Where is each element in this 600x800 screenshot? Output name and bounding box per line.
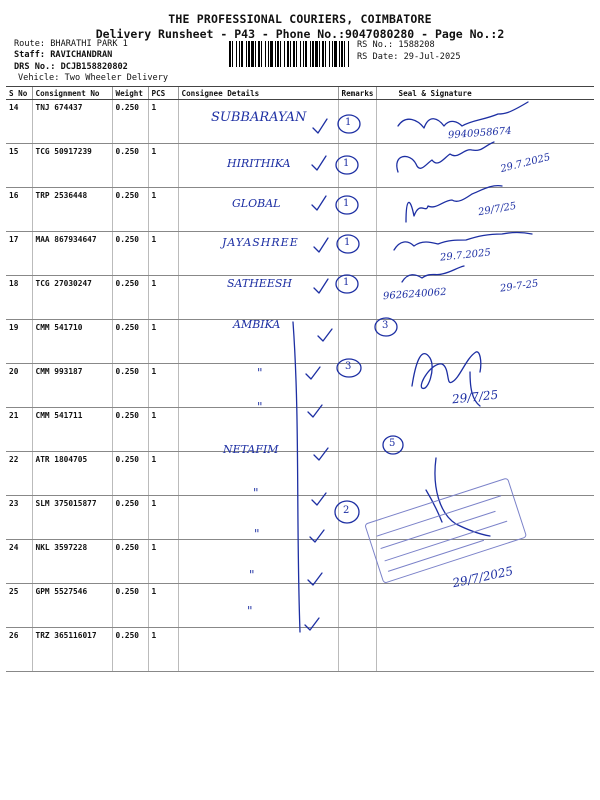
remark-number: 5 [389,438,396,449]
barcode-bar [334,41,337,67]
barcode-bar [315,41,318,67]
col-consignee: Consignee Details [178,87,338,100]
cell-weight: 0.250 [112,364,148,408]
cell-consignee [178,540,338,584]
barcode-bar [287,41,289,67]
cell-consignment: TNJ 674437 [32,100,112,144]
barcode-bar [236,41,237,67]
cell-consignment: NKL 3597228 [32,540,112,584]
cell-weight: 0.250 [112,144,148,188]
handwritten-ditto: " [257,400,263,414]
barcode-bar [290,41,291,67]
rs-date-value: 29-Jul-2025 [403,52,461,62]
remark-number: 1 [343,158,350,169]
col-consignment: Consignment No [32,87,112,100]
barcode-bar [332,41,333,67]
barcode-bar [303,41,304,67]
barcode-bar [296,41,297,67]
barcode-bar [239,41,240,67]
drs-line [14,62,128,73]
rs-no-label: RS No.: [357,40,394,50]
vehicle-line [18,73,168,84]
barcode-bar [232,41,233,67]
cell-pcs: 1 [148,496,178,540]
cell-remarks [338,540,376,584]
cell-weight: 0.250 [112,584,148,628]
cell-sno: 15 [6,144,32,188]
col-signature: Seal & Signature [376,87,594,100]
route-value: BHARATHI PARK 1 [50,39,128,49]
cell-pcs: 1 [148,364,178,408]
cell-sno: 20 [6,364,32,408]
remark-number: 1 [344,237,351,248]
signature-date: 29.7.2025 [499,152,552,175]
signature-date: 29/7/25 [451,387,499,407]
runsheet-title: Delivery Runsheet - P43 - Phone No.:9047080280 - Page No.:2 [95,27,505,41]
cell-pcs: 1 [148,188,178,232]
barcode-bar [348,41,349,67]
barcode-bar [312,41,314,67]
cell-sno: 14 [6,100,32,144]
cell-sno: 17 [6,232,32,276]
handwritten-consignee: HIRITHIKA [227,157,291,170]
cell-consignment: GPM 5527546 [32,584,112,628]
barcode-bar [275,41,276,67]
cell-sno: 24 [6,540,32,584]
cell-weight: 0.250 [112,540,148,584]
cell-sno: 25 [6,584,32,628]
cell-consignment: CMM 541710 [32,320,112,364]
remark-number: 3 [345,361,352,372]
cell-pcs: 1 [148,100,178,144]
barcode-bar [270,41,273,67]
remark-number: 3 [382,320,389,331]
cell-weight: 0.250 [112,188,148,232]
cell-remarks [338,100,376,144]
cell-pcs: 1 [148,144,178,188]
barcode-bar [319,41,320,67]
barcode-bar [310,41,311,67]
company-name: THE PROFESSIONAL COURIERS, COIMBATORE [168,12,432,26]
cell-pcs: 1 [148,232,178,276]
vehicle-label: Vehicle: [18,73,60,83]
cell-consignment: SLM 375015877 [32,496,112,540]
barcode-bar [255,41,256,67]
cell-remarks [338,584,376,628]
barcode-bar [265,41,266,67]
barcode-bar [268,41,269,67]
signature-date: 29/7/25 [477,200,518,219]
barcode-bar [322,41,324,67]
cell-weight: 0.250 [112,628,148,672]
handwritten-consignee: SATHEESH [227,277,292,290]
cell-remarks [338,452,376,496]
cell-sno: 22 [6,452,32,496]
barcode-bar [241,41,243,67]
cell-pcs: 1 [148,452,178,496]
cell-pcs: 1 [148,540,178,584]
col-pcs: PCS [148,87,178,100]
table-row [6,628,594,672]
cell-signature [376,452,594,496]
handwritten-ditto: " [249,568,255,582]
handwritten-consignee: JAYASHREE [222,236,299,249]
staff-value: RAVICHANDRAN [50,50,113,60]
barcode-bar [300,41,301,67]
signature-phone: 9940958674 [447,125,512,142]
table-row [6,408,594,452]
cell-consignee [178,584,338,628]
table-row [6,364,594,408]
barcode-bar [305,41,307,67]
cell-pcs: 1 [148,320,178,364]
cell-consignment: TCG 50917239 [32,144,112,188]
cell-signature [376,584,594,628]
cell-weight: 0.250 [112,276,148,320]
table-row [6,584,594,628]
signature-date: 29-7-25 [499,278,540,295]
barcode-bar [280,41,281,67]
cell-weight: 0.250 [112,232,148,276]
cell-remarks [338,188,376,232]
cell-signature [376,408,594,452]
handwritten-ditto: " [253,486,259,500]
barcode-bar [246,41,247,67]
staff-line [14,50,112,61]
remark-number: 1 [345,117,352,128]
signature-date: 29.7.2025 [439,247,492,264]
barcode-bar [258,41,260,67]
barcode-bar [344,41,345,67]
barcode-bar [248,41,250,67]
handwritten-consignee: AMBIKA [233,318,281,331]
barcode-bar [325,41,326,67]
cell-consignment: TCG 27030247 [32,276,112,320]
cell-weight: 0.250 [112,100,148,144]
barcode-bar [229,41,231,67]
signature-phone: 9626240062 [382,286,447,303]
handwritten-consignee: NETAFIM [223,443,279,456]
table-row [6,232,594,276]
cell-pcs: 1 [148,408,178,452]
remark-number: 1 [343,198,350,209]
staff-label: Staff: [14,50,46,60]
col-sno: S No [6,87,32,100]
cell-pcs: 1 [148,584,178,628]
table-row [6,320,594,364]
cell-sno: 16 [6,188,32,232]
barcode-bar [329,41,330,67]
route-label: Route: [14,39,46,49]
rs-date-label: RS Date: [357,52,399,62]
table-header-row [6,87,594,100]
vehicle-value: Two Wheeler Delivery [64,73,169,83]
cell-weight: 0.250 [112,496,148,540]
cell-remarks [338,320,376,364]
cell-signature [376,628,594,672]
cell-weight: 0.250 [112,452,148,496]
remark-number: 1 [343,277,350,288]
barcode-bar [284,41,285,67]
cell-sno: 23 [6,496,32,540]
drs-label: DRS No.: [14,62,56,72]
barcode-bar [277,41,279,67]
barcode-bar [341,41,343,67]
cell-consignment: CMM 541711 [32,408,112,452]
handwritten-consignee: SUBBARAYAN [211,110,307,125]
cell-remarks [338,628,376,672]
col-remarks: Remarks [338,87,376,100]
cell-signature [376,496,594,540]
handwritten-ditto: " [254,527,260,541]
cell-consignment: TRP 2536448 [32,188,112,232]
cell-pcs: 1 [148,276,178,320]
rs-no-line [357,40,435,51]
route-line [14,39,128,50]
rs-date-line [357,52,461,63]
cell-remarks [338,496,376,540]
cell-sno: 26 [6,628,32,672]
cell-consignment: MAA 867934647 [32,232,112,276]
barcode-bar [339,41,340,67]
col-weight: Weight [112,87,148,100]
cell-consignment: ATR 1804705 [32,452,112,496]
signature-date: 29/7/2025 [451,563,515,591]
barcode-bar [251,41,254,67]
cell-weight: 0.250 [112,408,148,452]
table-row [6,452,594,496]
barcode [229,41,351,67]
cell-weight: 0.250 [112,320,148,364]
handwritten-consignee: GLOBAL [232,197,281,210]
cell-consignee [178,628,338,672]
cell-signature [376,144,594,188]
handwritten-ditto: " [247,604,253,618]
table-row [6,496,594,540]
handwritten-ditto: " [257,366,263,380]
remark-number: 2 [343,505,350,516]
cell-consignment: TRZ 365116017 [32,628,112,672]
cell-sno: 18 [6,276,32,320]
cell-remarks [338,408,376,452]
cell-signature [376,320,594,364]
cell-sno: 21 [6,408,32,452]
barcode-bar [293,41,295,67]
cell-consignment: CMM 993187 [32,364,112,408]
barcode-bar [261,41,262,67]
cell-pcs: 1 [148,628,178,672]
drs-value: DCJB158820802 [60,62,128,72]
cell-sno: 19 [6,320,32,364]
rs-no-value: 1588208 [398,40,435,50]
cell-remarks [338,364,376,408]
